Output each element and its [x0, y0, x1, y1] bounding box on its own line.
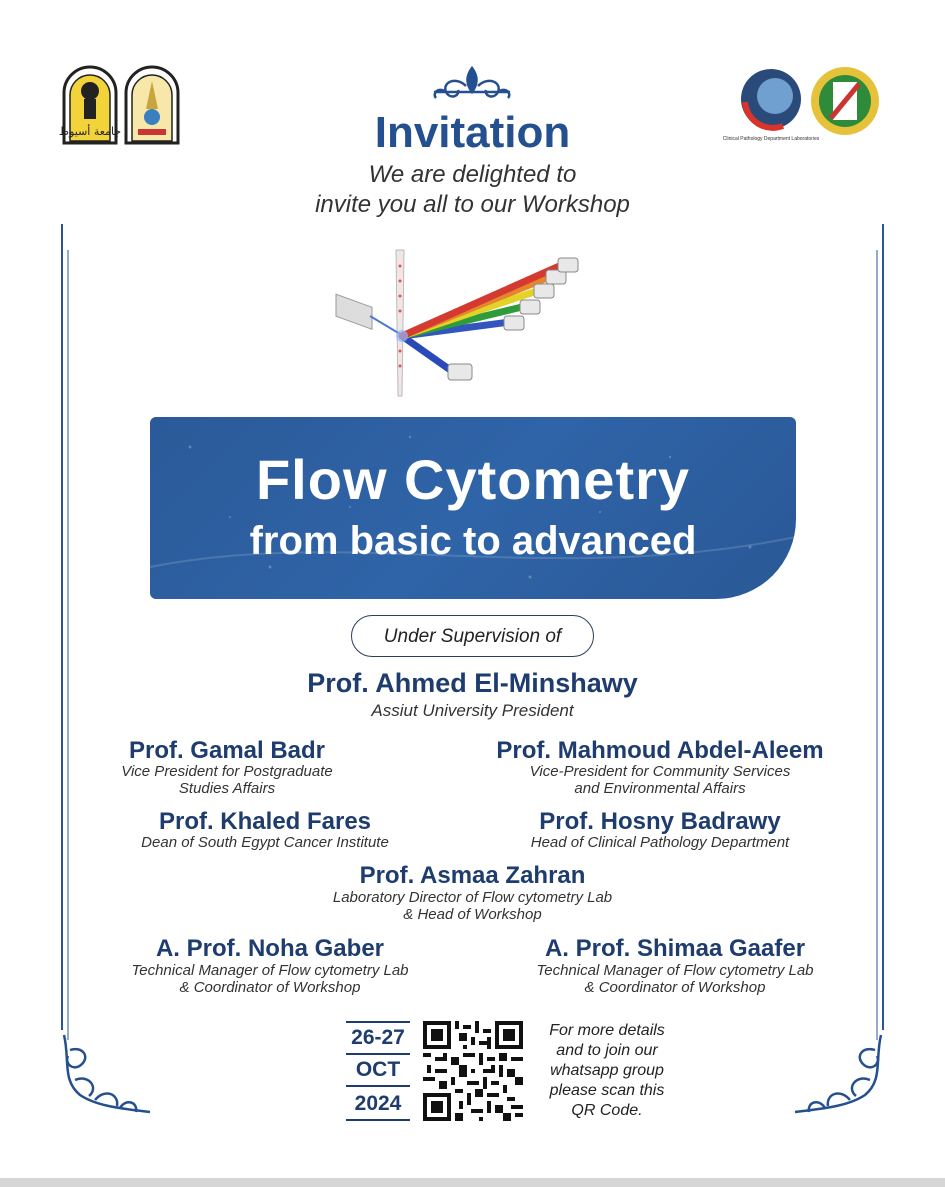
person-role-gamal-1: Vice President for Postgraduate	[121, 763, 333, 780]
date-divider	[346, 1119, 410, 1121]
laser-source-icon	[336, 294, 372, 329]
subtitle-line-2: invite you all to our Workshop	[315, 191, 630, 218]
qr-info-line: QR Code.	[571, 1102, 643, 1119]
date-divider	[346, 1021, 410, 1023]
flow-cell-icon	[396, 250, 404, 396]
title-banner	[150, 417, 796, 599]
svg-text:Clinical Pathology Department: Clinical Pathology Department Laboratories	[722, 136, 820, 142]
person-role-khaled: Dean of South Egypt Cancer Institute	[141, 834, 389, 851]
qr-info-line: please scan this	[549, 1082, 665, 1099]
qr-code-icon[interactable]	[423, 1021, 523, 1121]
person-role-noha-1: Technical Manager of Flow cytometry Lab	[131, 962, 409, 979]
person-role-shimaa-2: & Coordinator of Workshop	[584, 979, 766, 996]
page-title: Invitation	[374, 108, 571, 157]
person-role-noha-2: & Coordinator of Workshop	[179, 979, 361, 996]
banner-title: Flow Cytometry	[255, 448, 691, 511]
person-role-asmaa-2: & Head of Workshop	[403, 906, 542, 923]
detector-beams-icon	[402, 264, 564, 374]
person-role-shimaa-1: Technical Manager of Flow cytometry Lab	[536, 962, 814, 979]
subtitle-line-1: We are delighted to	[368, 161, 577, 188]
president-name: Prof. Ahmed El-Minshawy	[307, 668, 638, 698]
banner-subtitle: from basic to advanced	[249, 519, 697, 563]
qr-info-line: whatsapp group	[550, 1062, 664, 1079]
supervision-label: Under Supervision of	[351, 615, 594, 657]
person-role-hosny: Head of Clinical Pathology Department	[530, 834, 790, 851]
person-name-shimaa: A. Prof. Shimaa Gaafer	[544, 935, 806, 962]
qr-info-line: and to join our	[556, 1042, 658, 1059]
event-days: 26-27	[351, 1026, 405, 1049]
flow-cytometry-illustration	[330, 246, 590, 406]
person-role-mahmoud-2: and Environmental Affairs	[574, 780, 746, 797]
person-name-gamal: Prof. Gamal Badr	[128, 737, 326, 764]
svg-text:جامعة أسيوط: جامعة أسيوط	[58, 125, 122, 138]
person-name-hosny: Prof. Hosny Badrawy	[539, 808, 781, 835]
event-year: 2024	[354, 1092, 402, 1115]
person-role-asmaa-1: Laboratory Director of Flow cytometry Lab	[332, 889, 613, 906]
person-name-asmaa: Prof. Asmaa Zahran	[359, 862, 586, 889]
event-month: OCT	[355, 1058, 401, 1081]
person-name-mahmoud: Prof. Mahmoud Abdel-Aleem	[496, 737, 824, 764]
person-role-mahmoud-1: Vice-President for Community Services	[529, 763, 791, 780]
date-divider	[346, 1053, 410, 1055]
person-role-gamal-2: Studies Affairs	[178, 780, 276, 797]
person-name-noha: A. Prof. Noha Gaber	[155, 935, 385, 962]
president-role: Assiut University President	[371, 701, 574, 720]
date-divider	[346, 1085, 410, 1087]
person-name-khaled: Prof. Khaled Fares	[158, 808, 372, 835]
qr-info-line: For more details	[549, 1022, 665, 1039]
qr-info-text	[532, 1021, 682, 1121]
